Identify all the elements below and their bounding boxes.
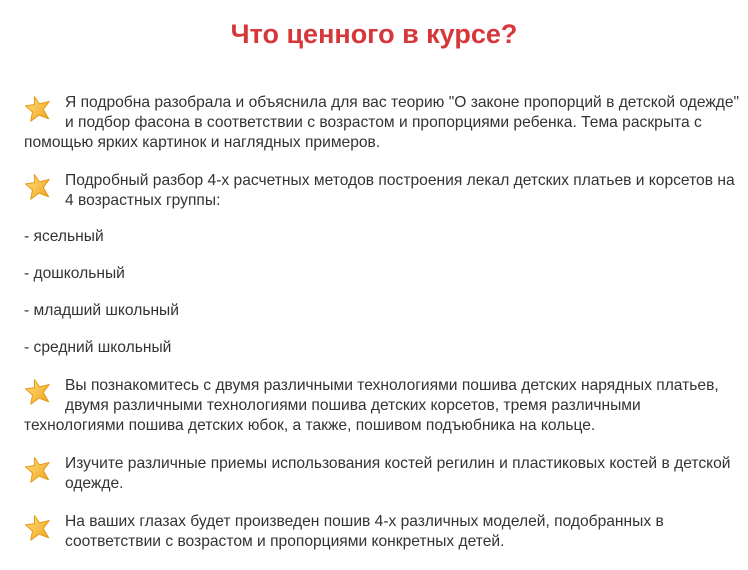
feature-item: [24, 512, 740, 552]
age-group-item: - ясельный: [24, 228, 104, 245]
star-icon: [24, 454, 54, 492]
age-group-item: - дошкольный: [24, 265, 125, 282]
feature-item: [24, 171, 740, 211]
age-group-item: - средний школьный: [24, 339, 172, 356]
feature-text: Вы познакомитесь с двумя различными технологиями пошива детских нарядных платьев, двумя различными технологиями пошива детских корсетов, тремя различными технологиями пошива детских юбок, а также, пошивом подъюбника на кольце.: [24, 377, 719, 434]
star-icon: [24, 376, 54, 414]
feature-text: Изучите различные приемы использования костей регилин и пластиковых костей в детской одежде.: [65, 455, 731, 492]
feature-item: [24, 93, 740, 153]
feature-text: Я подробна разобрала и объяснила для вас теорию "О законе пропорций в детской одежде" и подбор фасона в соответствии с возрастом и пропорциями ребенка. Тема раскрыта с помощью ярких картинок и наглядных примеров.: [24, 94, 740, 151]
feature-item: [24, 376, 740, 436]
star-icon: [24, 93, 54, 131]
feature-text: На ваших глазах будет произведен пошив 4-х различных моделей, подобранных в соответствии с возрастом и пропорциями конкретных детей.: [65, 513, 664, 550]
feature-item: [24, 454, 740, 494]
star-icon: [24, 171, 54, 209]
star-icon: [24, 512, 54, 550]
feature-text: Подробный разбор 4-х расчетных методов построения лекал детских платьев и корсетов на 4 возрастных группы:: [65, 172, 735, 209]
features-content: [24, 93, 740, 570]
age-group-item: - младший школьный: [24, 302, 179, 319]
page-title: Что ценного в курсе?: [230, 19, 518, 49]
